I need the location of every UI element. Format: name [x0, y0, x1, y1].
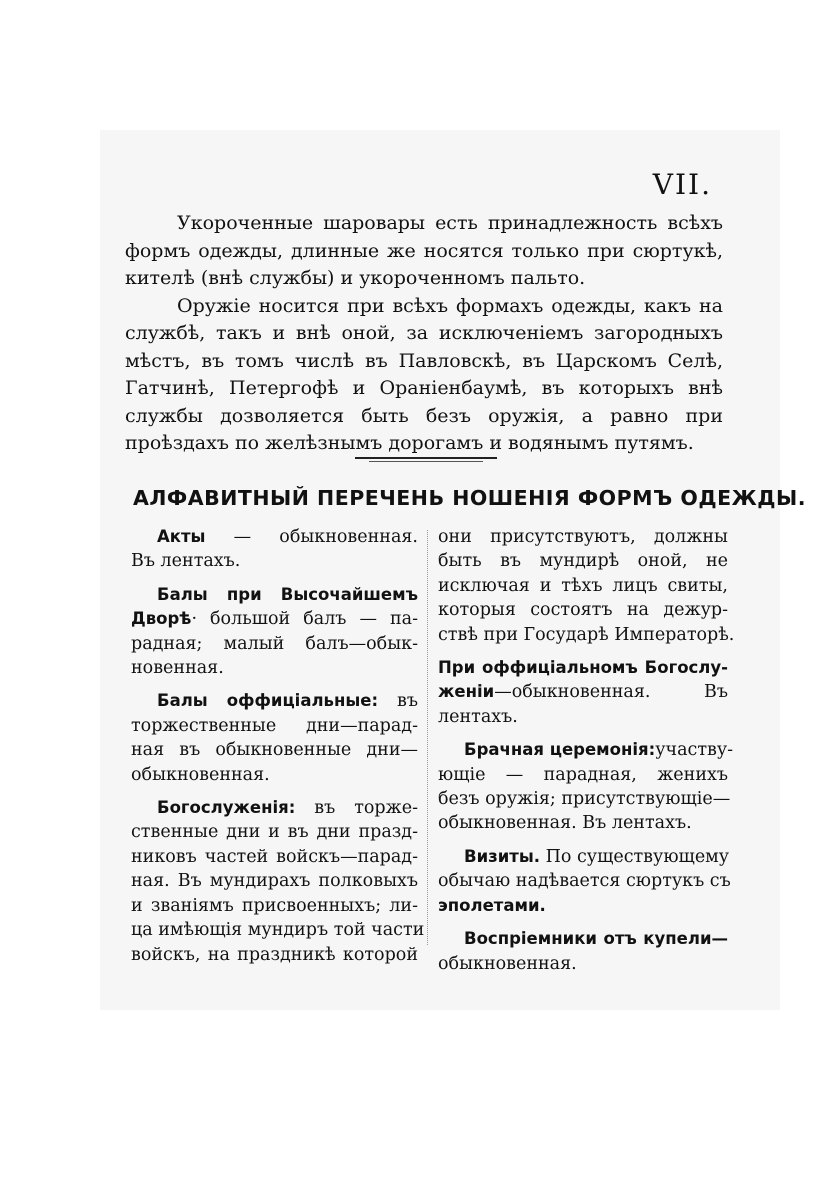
entry-text: · большой балъ — па- [191, 609, 418, 630]
entry-text: которыя состоятъ на дежур- [438, 600, 728, 621]
entry-text: исключая и тѣхъ лицъ свиты, [438, 575, 728, 596]
entry-term: Брачная церемонія: [464, 740, 656, 760]
entry-text: никовъ частей войскъ—парад- [131, 846, 418, 867]
entry-text: безъ оружія; присутствующіе— [438, 789, 731, 810]
entry-text: быть въ мундирѣ оной, не [438, 551, 728, 572]
entry-text: ная въ обыкновенные дни— [131, 740, 418, 761]
entry-wedding [438, 738, 734, 836]
entry-text: войскъ, на праздникѣ которой [131, 944, 418, 965]
entry-term: Визиты. [464, 846, 541, 866]
entry-text: участву- [655, 740, 734, 761]
entry-text: лентахъ. [438, 706, 518, 727]
intro-text [125, 210, 723, 458]
entry-text: ствѣ при Государѣ Императорѣ. [438, 624, 735, 645]
right-column [438, 525, 735, 985]
entry-text: — [711, 929, 728, 949]
entry-baly-official [131, 689, 418, 787]
entry-text: радная; малый балъ—обык- [131, 633, 418, 654]
entry-godparents [438, 927, 728, 976]
entry-text: обыкновенная. [438, 953, 577, 974]
entry-term: Дворѣ [131, 609, 192, 629]
entry-text: торжественные дни—парад- [131, 715, 418, 736]
entry-term: Богослуженія: [157, 798, 296, 818]
divider-line-bottom [369, 461, 483, 462]
entry-text: обычаю надѣвается сюртукъ съ [438, 871, 731, 892]
column-divider [427, 530, 429, 945]
entry-text: ца имѣющія мундиръ той части [131, 920, 425, 941]
entry-akty [131, 525, 418, 574]
ornamental-divider [355, 457, 497, 464]
entry-text: они присутствуютъ, должны [438, 527, 728, 547]
divider-line-top [355, 457, 497, 459]
section-title: АЛФАВИТНЫЙ ПЕРЕЧЕНЬ НОШЕНІЯ ФОРМЪ ОДЕЖДЫ. [133, 486, 806, 510]
entry-text: новенная. [131, 658, 224, 679]
entry-text: Въ лентахъ. [131, 551, 241, 572]
entry-term: Балы при Высочайшемъ [157, 584, 418, 604]
entry-text: эполетами. [438, 895, 546, 915]
entry-term: женіи [438, 682, 495, 702]
intro-paragraph-1: Укороченные шаровары есть принадлежность всѣхъ формъ одежды, длинные же носятся только при сюртукѣ, кителѣ (внѣ службы) и укороченномъ пальто. [125, 212, 723, 289]
entry-visits [438, 845, 731, 918]
entry-term: Акты [157, 527, 206, 546]
entry-text: По существующему [540, 846, 730, 867]
entry-continuation [438, 525, 735, 647]
entry-official-service [438, 656, 728, 729]
page-number: VII. [652, 168, 712, 201]
entry-text: ющіе — парадная, женихъ [438, 764, 728, 785]
entry-text: обыкновенная. [131, 764, 270, 785]
intro-paragraph-2: Оружіе носится при всѣхъ формахъ одежды, какъ на службѣ, такъ и внѣ оной, за исключеніемъ загородныхъ мѣстъ, въ томъ числѣ въ Павловскѣ, въ Царскомъ Селѣ, Гатчинѣ, Петергофѣ и Ораніенбаумѣ, въ которыхъ внѣ службы дозволяется быть безъ оружія, а равно при проѣздахъ по желѣзнымъ дорогамъ и водянымъ путямъ. [125, 294, 723, 454]
entry-text: обыкновенная. Въ лентахъ. [438, 813, 692, 834]
entry-bogosluzheniya [131, 796, 425, 967]
entry-term: При оффиціальномъ Богослу- [438, 658, 728, 678]
entry-text: —обыкновенная. Въ [494, 682, 728, 703]
entry-text: и званіямъ присвоенныхъ; ли- [131, 895, 418, 916]
left-column [131, 525, 425, 976]
entry-term: Воспріемники отъ купели [464, 929, 712, 949]
entry-text: — обыкновенная. [205, 527, 418, 547]
entry-baly-dvor [131, 583, 418, 681]
entry-text: въ [378, 691, 418, 712]
entry-term: Балы оффиціальные: [157, 691, 379, 711]
entry-text: ственные дни и въ дни празд- [131, 822, 418, 843]
entry-text: ная. Въ мундирахъ полковыхъ [131, 871, 418, 892]
entry-text: въ торже- [295, 798, 418, 819]
